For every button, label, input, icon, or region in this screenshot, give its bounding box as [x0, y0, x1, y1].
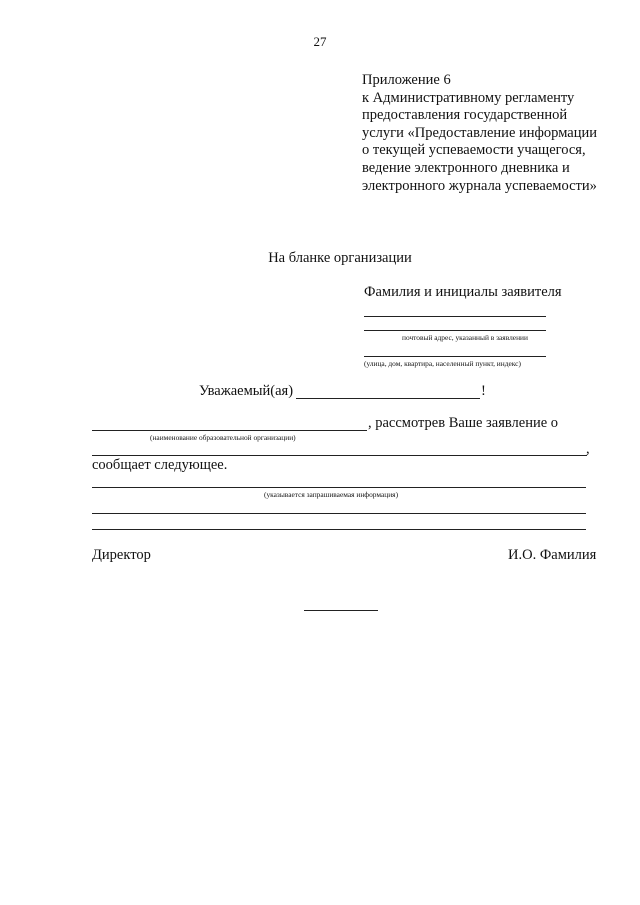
- statement-text: , рассмотрев Ваше заявление о: [368, 415, 559, 431]
- greeting-name-line: [296, 398, 480, 399]
- applicant-name-label: Фамилия и инициалы заявителя: [364, 284, 562, 300]
- info-line: [92, 487, 586, 488]
- appendix-line: услуги «Предоставление информации: [362, 124, 597, 141]
- organization-name-line: [92, 430, 367, 431]
- appendix-header: [362, 72, 632, 195]
- subject-line: [92, 455, 587, 456]
- address-line: [364, 330, 546, 331]
- greeting-prefix: Уважаемый(ая): [199, 383, 294, 399]
- applicant-name-line: [364, 316, 546, 317]
- signature-position: Директор: [92, 547, 151, 563]
- organization-caption: (наименование образовательной организации): [150, 433, 296, 442]
- appendix-line: ведение электронного дневника и: [362, 159, 570, 176]
- appendix-line: электронного журнала успеваемости»: [362, 177, 597, 194]
- appendix-line: Приложение 6: [362, 72, 451, 88]
- subject-line-comma: ,: [586, 441, 590, 457]
- appendix-line: к Административному регламенту: [362, 89, 575, 106]
- info-line: [92, 513, 586, 514]
- appendix-line: предоставления государственной: [362, 107, 568, 124]
- address-caption: почтовый адрес, указанный в заявлении: [402, 333, 528, 342]
- info-caption: (указывается запрашиваемая информация): [264, 490, 399, 499]
- info-line: [92, 529, 586, 530]
- appendix-line: о текущей успеваемости учащегося,: [362, 142, 586, 159]
- signature-name: И.О. Фамилия: [508, 547, 597, 563]
- letterhead-note: На бланке организации: [268, 250, 412, 266]
- reports-text: сообщает следующее.: [92, 457, 228, 473]
- address-detail-line: [364, 356, 546, 357]
- greeting-suffix: !: [481, 383, 486, 399]
- end-separator-line: [304, 610, 378, 611]
- address-detail-caption: (улица, дом, квартира, населенный пункт, индекс): [364, 359, 521, 368]
- page-number: 27: [313, 34, 327, 49]
